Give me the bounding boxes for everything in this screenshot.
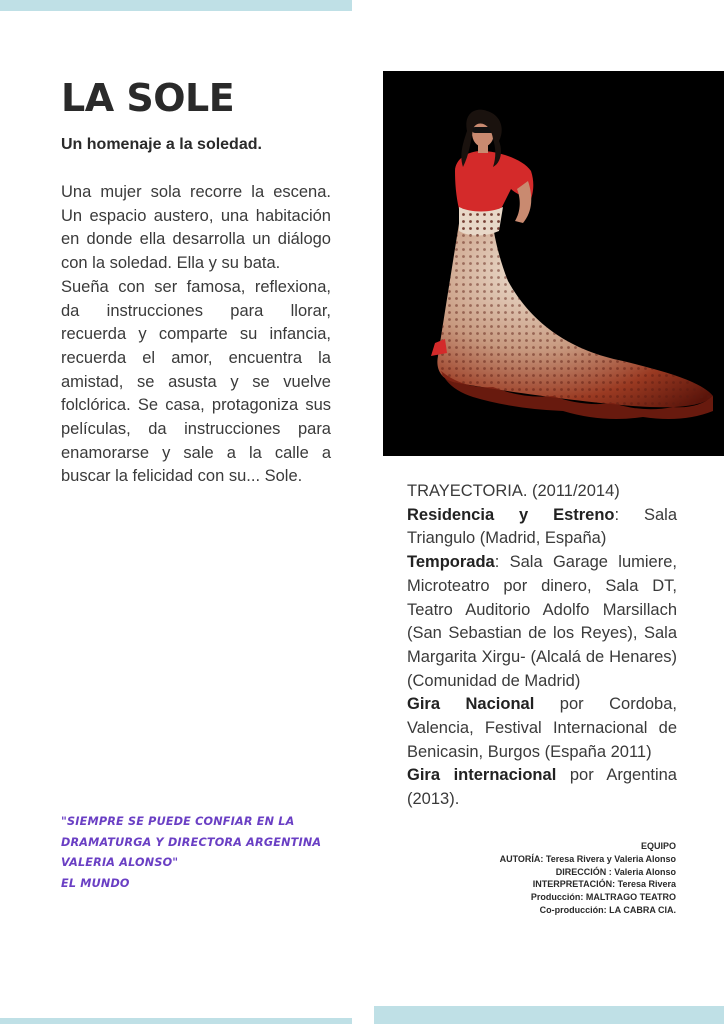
quote-source: EL MUNDO <box>61 876 130 890</box>
trayectoria-heading: TRAYECTORIA. (2011/2014) <box>407 482 620 500</box>
trayectoria-section <box>407 480 677 812</box>
gira-nacional-text: por Cordoba, Valencia, Festival Internacional de Benicasin, Burgos (España 2011) <box>407 695 677 761</box>
performer-photo <box>383 71 724 456</box>
synopsis-paragraph-1: Una mujer sola recorre la escena. Un espacio austero, una habitación en donde ella desarrolla un diálogo con la soledad. Ella y su bata. <box>61 183 331 273</box>
credit-autoria: AUTORÍA: Teresa Rivera y Valeria Alonso <box>499 853 676 864</box>
page-title: LA SOLE <box>61 76 235 120</box>
bottom-left-accent-bar <box>0 1018 352 1024</box>
synopsis-paragraph-2: Sueña con ser famosa, reflexiona, da instrucciones para llorar, recuerda y comparte su infancia, recuerda el amor, encuentra la amistad, se asusta y se vuelve folclórica. Se casa, protagoniza sus películas, da instrucciones para enamorarse y sale a la calle a buscar la felicidad con su... Sole. <box>61 277 331 486</box>
gira-internacional-entry <box>407 764 677 811</box>
gira-internacional-label: Gira internacional <box>407 766 557 785</box>
gira-nacional-entry <box>407 693 677 764</box>
gira-nacional-label: Gira Nacional <box>407 695 535 714</box>
top-accent-bar <box>0 0 352 11</box>
bottom-right-accent-bar <box>374 1006 724 1024</box>
flamenco-dancer-image <box>383 71 724 456</box>
quote-line-1: "SIEMPRE SE PUEDE CONFIAR EN LA <box>61 815 295 828</box>
press-quote <box>61 812 321 894</box>
temporada-label: Temporada <box>407 553 495 572</box>
quote-line-2: DRAMATURGA Y DIRECTORA ARGENTINA <box>61 835 322 849</box>
temporada-text: : Sala Garage lumiere, Microteatro por dinero, Sala DT, Teatro Auditorio Adolfo Marsillach (San Sebastian de los Reyes), Sala Margarita Xirgu- (Alcalá de Henares) (Comunidad de Madrid) <box>407 553 677 690</box>
team-heading: EQUIPO <box>640 841 676 851</box>
residencia-entry <box>407 504 677 551</box>
subtitle: Un homenaje a la soledad. <box>61 136 262 153</box>
temporada-entry <box>407 551 677 693</box>
team-credits <box>500 840 676 917</box>
credit-direccion: DIRECCIÓN : Valeria Alonso <box>555 866 676 877</box>
credit-interpretacion: INTERPRETACIÓN: Teresa Rivera <box>532 879 676 890</box>
residencia-label: Residencia y Estreno <box>407 505 615 524</box>
gira-internacional-text: por Argentina (2013). <box>407 766 677 809</box>
synopsis <box>61 181 331 489</box>
quote-line-3: VALERIA ALONSO" <box>61 856 179 869</box>
credit-produccion: Producción: MALTRAGO TEATRO <box>530 892 676 903</box>
residencia-text: : Sala Triangulo (Madrid, España) <box>407 505 677 548</box>
credit-coproduccion: Co-producción: LA CABRA CIA. <box>539 904 676 915</box>
